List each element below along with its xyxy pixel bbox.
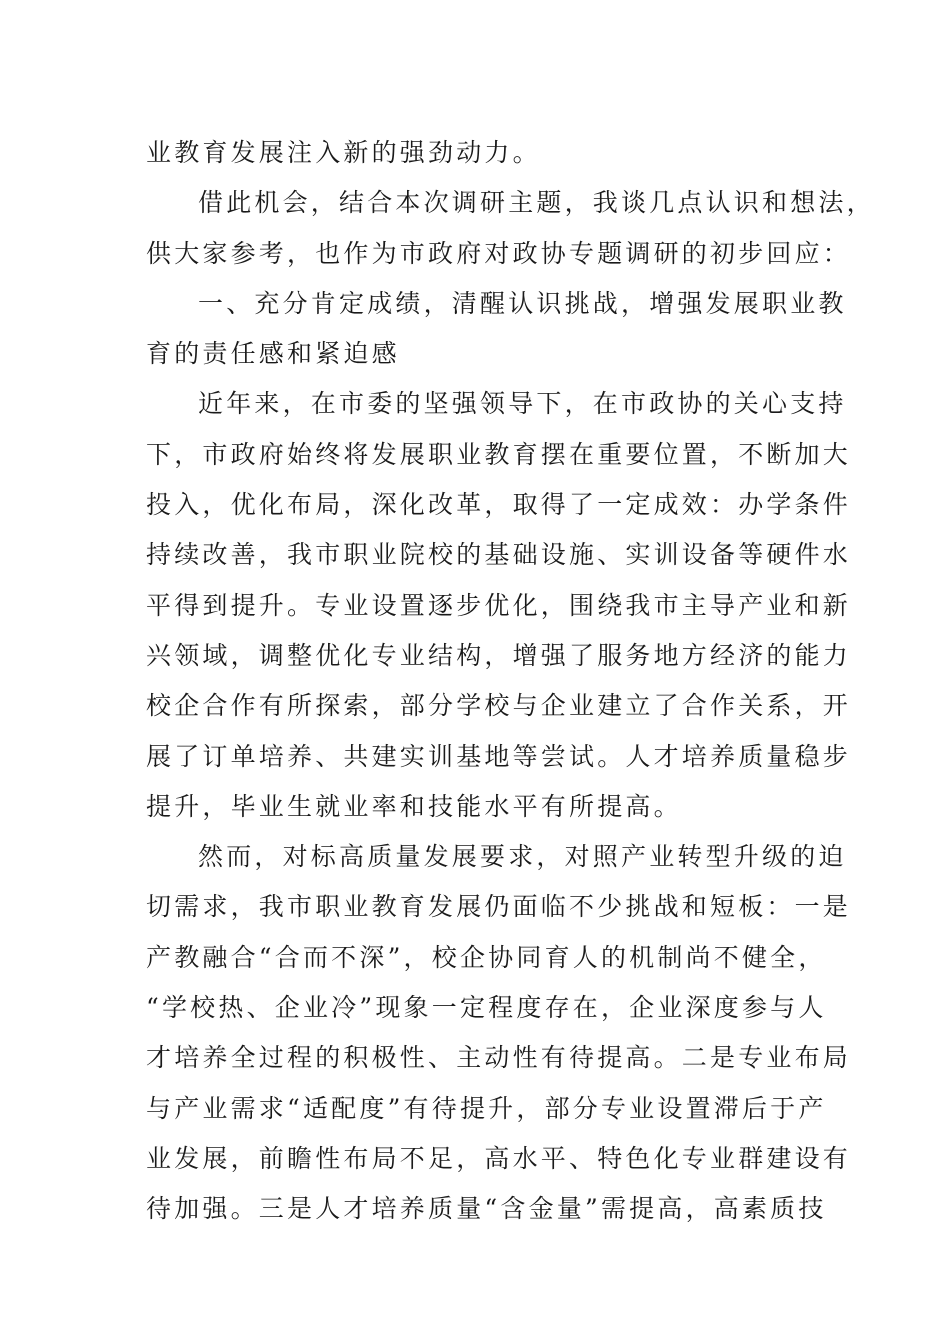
text-line: 借此机会，结合本次调研主题，我谈几点认识和想法， [198, 188, 875, 218]
text-line: 下，市政府始终将发展职业教育摆在重要位置，不断加大 [146, 439, 852, 469]
text-line: 持续改善，我市职业院校的基础设施、实训设备等硬件水 [146, 540, 852, 570]
text-line: 展了订单培养、共建实训基地等尝试。人才培养质量稳步 [146, 741, 852, 771]
text-line: 提升，毕业生就业率和技能水平有所提高。 [146, 791, 682, 821]
text-line: 切需求，我市职业教育发展仍面临不少挑战和短板：一是 [146, 892, 852, 922]
text-line: 业教育发展注入新的强劲动力。 [146, 138, 541, 167]
text-line: 投入，优化布局，深化改革，取得了一定成效：办学条件 [146, 490, 852, 520]
text-line: “学校热、企业冷”现象一定程度存在，企业深度参与人 [146, 993, 827, 1023]
text-line: 业发展，前瞻性布局不足，高水平、特色化专业群建设有 [146, 1143, 852, 1173]
section-heading-line: 一、充分肯定成绩，清醒认识挑战，增强发展职业教 [198, 288, 847, 318]
text-line: 产教融合“合而不深”，校企协同育人的机制尚不健全， [146, 942, 827, 972]
text-line: 供大家参考，也作为市政府对政协专题调研的初步回应： [146, 238, 852, 268]
text-line: 才培养全过程的积极性、主动性有待提高。二是专业布局 [146, 1043, 852, 1073]
text-line: 待加强。三是人才培养质量“含金量”需提高，高素质技 [146, 1194, 827, 1224]
text-line: 校企合作有所探索，部分学校与企业建立了合作关系，开 [146, 691, 852, 721]
text-line: 平得到提升。专业设置逐步优化，围绕我市主导产业和新 [146, 590, 852, 620]
text-line: 然而，对标高质量发展要求，对照产业转型升级的迫 [198, 842, 847, 872]
text-line: 近年来，在市委的坚强领导下，在市政协的关心支持 [198, 389, 847, 419]
text-line: 与产业需求“适配度”有待提升，部分专业设置滞后于产 [146, 1093, 827, 1123]
section-heading-line: 育的责任感和紧迫感 [146, 339, 400, 369]
document-body [146, 128, 875, 1235]
text-line: 兴领域，调整优化专业结构，增强了服务地方经济的能力 [146, 640, 852, 670]
